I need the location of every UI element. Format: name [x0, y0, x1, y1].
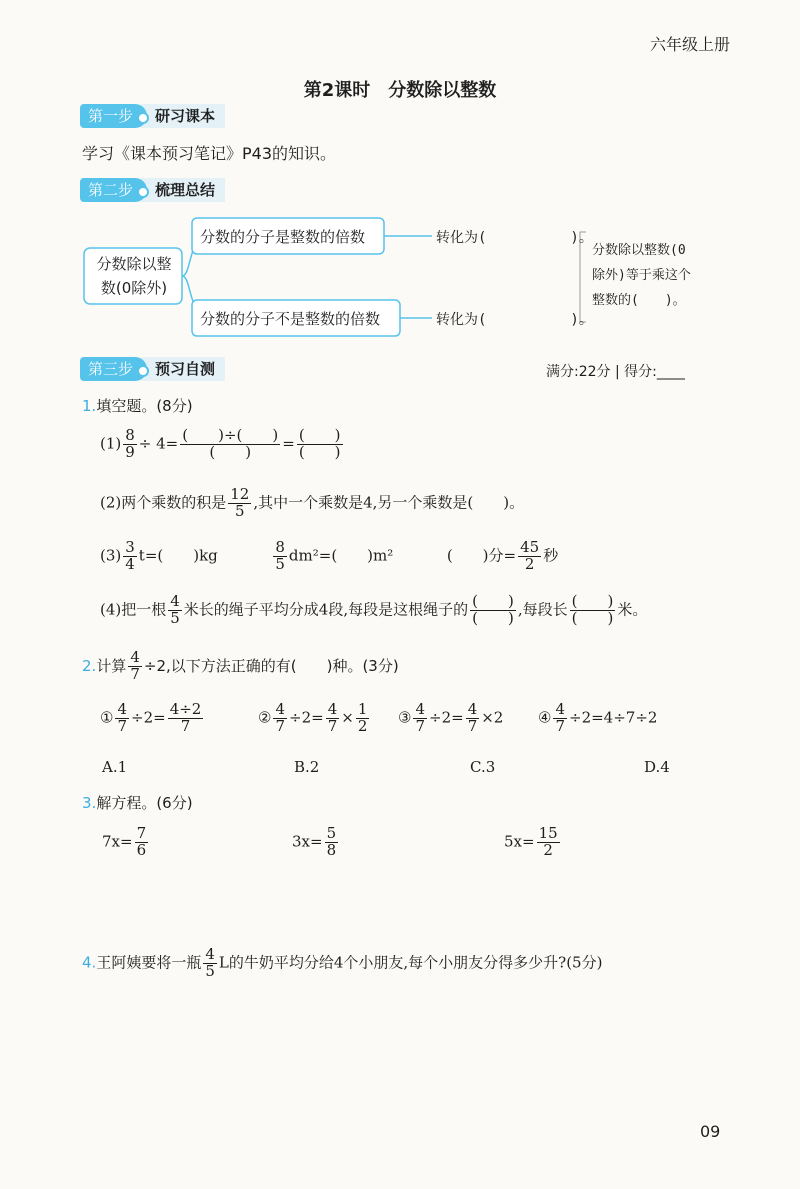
step3-tag: 第三步 [80, 357, 147, 381]
fraction: $\frac{4}{7}$ [275, 700, 285, 735]
q1-part4 [100, 594, 647, 627]
q2-opt1-marker: ① [100, 708, 114, 727]
q3-equation-2 [292, 826, 340, 859]
fraction: $\frac{45}{2}$ [520, 538, 540, 573]
fraction: $\frac{3}{4}$ [125, 538, 135, 573]
diagram-rule [592, 238, 691, 313]
answer-fraction-blank[interactable]: $\frac{( )}{( )}$ [472, 592, 514, 627]
q2-opt2-eq: ÷2= [289, 708, 324, 727]
q3-equation-3 [504, 826, 562, 859]
q2-choice-c[interactable]: C.3 [470, 758, 496, 776]
book-grade-header: 六年级上册 [649, 35, 730, 54]
q2-opt3-times: ×2 [481, 708, 504, 727]
q3-e2-lhs: 3x= [292, 832, 323, 851]
q1-part1 [100, 428, 345, 461]
diagram-convert2: 转化为( )。 [436, 312, 593, 328]
answer-fraction-blank[interactable]: $\frac{( )}{( )}$ [571, 592, 614, 627]
q1-title [82, 395, 193, 416]
q1-part2 [100, 487, 524, 520]
fraction: $\frac{4\div 2}{7}$ [169, 700, 202, 735]
q1-p2-pre: (2)两个乘数的积是 [100, 493, 227, 512]
fraction: $\frac{4}{5}$ [205, 945, 215, 980]
q2-number: 2. [82, 656, 97, 675]
q1-p1-label: (1) [100, 434, 122, 453]
q4-post: L的牛奶平均分给4个小朋友,每个小朋友分得多少升?(5分) [218, 953, 603, 972]
q1-p1-mid: ÷ 4= [138, 434, 179, 453]
q2-opt2-marker: ② [258, 708, 272, 727]
diagram-rule-line2: 除外)等于乘这个 [592, 268, 691, 283]
fraction: $\frac{8}{9}$ [125, 426, 135, 461]
fraction: $\frac{4}{7}$ [117, 700, 127, 735]
fraction: $\frac{1}{2}$ [357, 700, 368, 735]
step2-label: 梳理总结 [141, 178, 225, 202]
answer-fraction-blank[interactable]: $\frac{( )\div( )}{( )}$ [182, 426, 279, 461]
fraction: $\frac{8}{5}$ [275, 538, 285, 573]
step1-header [80, 103, 225, 129]
q1-p4-mid2: ,每段长 [517, 600, 568, 619]
q2-opt3-eq: ÷2= [429, 708, 464, 727]
fraction: $\frac{4}{7}$ [415, 700, 425, 735]
diagram-rule-line1: 分数除以整数(0 [592, 243, 686, 258]
q2-opt1-eq: ÷2= [131, 708, 166, 727]
q1-p3-c[interactable]: ( )分= [446, 546, 517, 565]
q2-opt4-eq: ÷2=4÷7÷2 [569, 708, 658, 727]
q2-option-2 [258, 702, 371, 735]
answer-fraction-blank[interactable]: $\frac{( )}{( )}$ [298, 426, 341, 461]
fraction: $\frac{4}{7}$ [327, 700, 338, 735]
fraction: $\frac{7}{6}$ [136, 824, 147, 859]
q1-part3 [100, 540, 558, 573]
fraction: $\frac{4}{7}$ [130, 648, 140, 683]
q4-question [82, 947, 602, 980]
q1-p2-post[interactable]: ,其中一个乘数是4,另一个乘数是( )。 [253, 493, 525, 512]
lesson-title: 第2课时 分数除以整数 [303, 80, 497, 101]
q2-post[interactable]: ÷2,以下方法正确的有( )种。(3分) [143, 656, 399, 675]
step1-tag: 第一步 [80, 104, 147, 128]
step1-label: 研习课本 [141, 104, 225, 128]
q1-p3-a[interactable]: t=( )kg [138, 546, 218, 565]
fraction: $\frac{15}{2}$ [538, 824, 558, 859]
q1-title-text: 填空题。(8分) [96, 397, 193, 415]
q1-p3-b[interactable]: dm²=( )m² [288, 546, 394, 565]
q2-opt3-marker: ③ [398, 708, 412, 727]
q1-p4-pre: (4)把一根 [100, 600, 167, 619]
equals-sign: = [282, 434, 295, 453]
q2-pre: 计算 [96, 656, 127, 675]
diagram-rule-line3: 整数的( )。 [592, 293, 686, 308]
q3-e1-lhs: 7x= [102, 832, 133, 851]
q2-choice-d[interactable]: D.4 [644, 758, 670, 776]
score-field: 满分:22分 | 得分:____ [546, 364, 685, 380]
q2-option-4 [538, 702, 657, 735]
q4-pre: 王阿姨要将一瓶 [96, 953, 202, 972]
q3-number: 3. [82, 794, 97, 812]
q1-p4-post: 米。 [617, 600, 648, 619]
q2-option-3 [398, 702, 503, 735]
q1-p3-d: 秒 [543, 546, 559, 565]
step2-header [80, 177, 225, 203]
diagram-root [88, 252, 180, 300]
step1-text: 学习《课本预习笔记》P43的知识。 [82, 144, 337, 163]
step3-label: 预习自测 [141, 357, 225, 381]
q3-title-text: 解方程。(6分) [96, 794, 193, 812]
fraction: $\frac{4}{7}$ [555, 700, 565, 735]
fraction: $\frac{12}{5}$ [230, 485, 250, 520]
q1-number: 1. [82, 397, 97, 415]
q3-equation-1 [102, 826, 150, 859]
step2-tag: 第二步 [80, 178, 147, 202]
q2-opt2-times: × [341, 708, 354, 727]
q2-title [82, 650, 399, 683]
q4-number: 4. [82, 953, 97, 972]
fraction: $\frac{4}{7}$ [467, 700, 478, 735]
q3-title [82, 792, 193, 813]
q2-choice-b[interactable]: B.2 [294, 758, 320, 776]
q2-choice-a[interactable]: A.1 [102, 758, 128, 776]
fraction: $\frac{4}{5}$ [170, 592, 180, 627]
diagram-root-line2: 数(0除外) [100, 279, 168, 297]
q1-p3-label: (3) [100, 546, 122, 565]
step3-header [80, 356, 225, 382]
fraction: $\frac{5}{8}$ [326, 824, 337, 859]
diagram-root-line1: 分数除以整 [96, 255, 172, 273]
q2-opt4-marker: ④ [538, 708, 552, 727]
q3-e3-lhs: 5x= [504, 832, 535, 851]
diagram-branch2: 分数的分子不是整数的倍数 [200, 310, 381, 328]
page-number: 09 [700, 1122, 721, 1141]
diagram-convert1: 转化为( )。 [436, 230, 593, 246]
diagram-branch1: 分数的分子是整数的倍数 [200, 228, 366, 246]
q1-p4-mid: 米长的绳子平均分成4段,每段是这根绳子的 [183, 600, 469, 619]
q2-option-1 [100, 702, 205, 735]
